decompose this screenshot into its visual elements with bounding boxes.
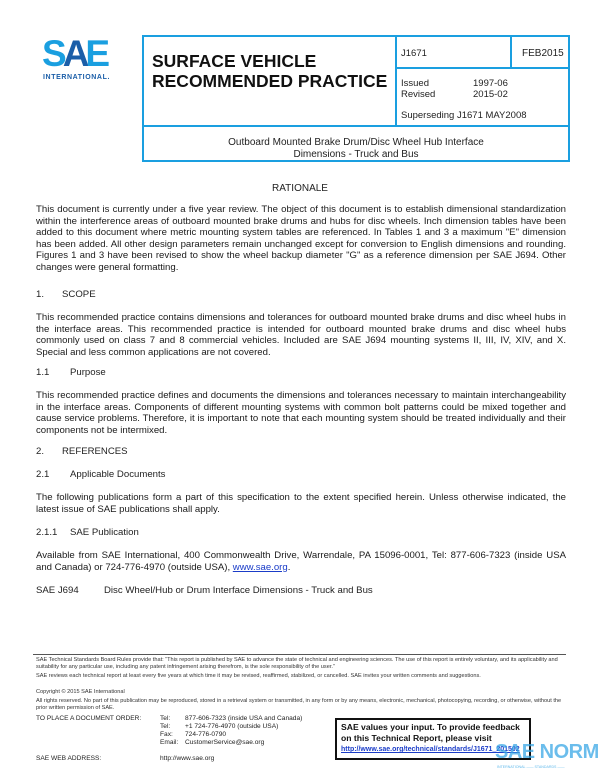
issued-label-block — [401, 78, 435, 100]
issued-label: Issued — [401, 78, 429, 89]
superseding-note: Superseding J1671 MAY2008 — [401, 110, 527, 121]
web-address-label: SAE WEB ADDRESS: — [36, 755, 102, 762]
watermark-subtitle: INTERNATIONAL —— STANDARDS —— — [497, 765, 565, 769]
issued-value: 1997-06 — [473, 78, 508, 89]
doc-date: FEB2015 — [522, 48, 564, 59]
reference-item — [36, 585, 373, 596]
document-subject: Outboard Mounted Brake Drum/Disc Wheel Hub Interface Dimensions - Truck and Bus — [228, 137, 484, 160]
sae-logo — [42, 33, 122, 84]
rationale-text: This document is currently under a five year review. The object of this document is to establish dimensional standardization within the interference areas of outboard mounted brake drums and hubs for disc wheels. Inch dimension tables have been added to this document where metric mounting system tables are referenced. In Tables 1 and 3 a maximum "E" dimension has been added. All other design parameters remain unchanged except for conversion to English dimensions and rounding. Figures 1 and 3 have been revised to show the wheel backup diameter "G" as a reference dimension per SAE J694. Other changes were general formatting. — [36, 204, 566, 273]
reference-title: Disc Wheel/Hub or Drum Interface Dimensions - Truck and Bus — [104, 585, 373, 596]
sae-publication-text: Available from SAE International, 400 Commonwealth Drive, Warrendale, PA 15096-0001, Tel: 877-606-7323 (inside USA and Canada) or 724-776-4970 (outside USA), www.sae.org. — [36, 550, 566, 573]
footer-review-note: SAE reviews each technical report at least every five years at which time it may be revised, reaffirmed, stabilized, or cancelled. SAE invites your written comments and suggestions. — [36, 673, 481, 679]
section-heading-references: 2. REFERENCES — [36, 446, 128, 457]
sae-website-link[interactable]: www.sae.org — [232, 561, 288, 573]
section-heading-scope: 1. SCOPE — [36, 289, 96, 300]
header-divider-number-row — [395, 67, 570, 69]
contact-tel-intl: Tel: +1 724-776-4970 (outside USA) — [160, 723, 279, 730]
footer-rights: All rights reserved. No part of this publication may be reproduced, stored in a retrieval system or transmitted, in any form or by any means, electronic, mechanical, photocopying, recording, or otherwise, without the prior written permission of SAE. — [36, 698, 562, 711]
section-heading-applicable-documents: 2.1 Applicable Documents — [36, 469, 166, 480]
contact-fax: Fax: 724-776-0790 — [160, 731, 227, 738]
document-type-title: SURFACE VEHICLE RECOMMENDED PRACTICE — [152, 51, 388, 91]
reference-id: SAE J694 — [36, 585, 79, 596]
watermark-logo: SAE NORM — [495, 741, 599, 763]
issued-value-block — [473, 78, 508, 100]
order-label: TO PLACE A DOCUMENT ORDER: — [36, 715, 142, 722]
footer-divider — [33, 654, 566, 655]
header-divider-number-date — [510, 35, 512, 68]
contact-tel-us: Tel: 877-606-7323 (inside USA and Canada) — [160, 715, 303, 722]
feedback-box: SAE values your input. To provide feedback on this Technical Report, please visit http://www.sae.org/technical/standards/J1671_201502 — [335, 718, 531, 760]
sae-logo-subtitle: INTERNATIONAL. — [43, 74, 110, 81]
web-address-link[interactable]: http://www.sae.org — [160, 755, 215, 762]
section-heading-purpose: 1.1 Purpose — [36, 367, 106, 378]
revised-label: Revised — [401, 89, 436, 100]
section-heading-sae-publication: 2.1.1 SAE Publication — [36, 527, 139, 538]
rationale-heading: RATIONALE — [272, 183, 328, 194]
feedback-link[interactable]: http://www.sae.org/technical/standards/J1671_201502 — [341, 746, 520, 753]
contact-email: Email: CustomerService@sae.org — [160, 739, 265, 746]
doc-number: J1671 — [401, 48, 427, 59]
footer-copyright: Copyright © 2015 SAE International — [36, 689, 125, 695]
order-contacts — [160, 715, 302, 747]
applicable-documents-text: The following publications form a part of this specification to the extent specified herein. Unless otherwise indicated, the latest issue of SAE publications shall apply. — [36, 492, 566, 515]
footer-standards-rules: SAE Technical Standards Board Rules provide that: “This report is published by SAE to advance the state of technical and engineering sciences. The use of this report is entirely voluntary, and its applicability and suitability for any particular use, including any patent infringement arising therefrom, is the sole responsibility of the user.” — [36, 657, 558, 670]
purpose-text: This recommended practice defines and documents the dimensions and tolerances necessary to maintain interchangeability in the interface areas. Components of different mounting systems with common bolt patterns could be mixed together and cause service problems. Therefore, it is important to note that each mounting system should be treated individually and their components not be intermixed. — [36, 390, 566, 436]
revised-value: 2015-02 — [473, 89, 508, 100]
header-divider-vertical — [395, 35, 397, 126]
header-divider-subject — [142, 125, 570, 127]
sae-logo-mark: SAE — [42, 33, 107, 74]
scope-text: This recommended practice contains dimensions and tolerances for outboard mounted brake drums and disc wheel hubs in the interface areas. This recommended practice is intended for outboard mounted brake drums and disc wheel hubs commonly used on class 7 and 8 commercial vehicles. Included are SAE J694 mounting systems II, III, IV, XIV, and X. Special and less common applications are not covered. — [36, 312, 566, 358]
